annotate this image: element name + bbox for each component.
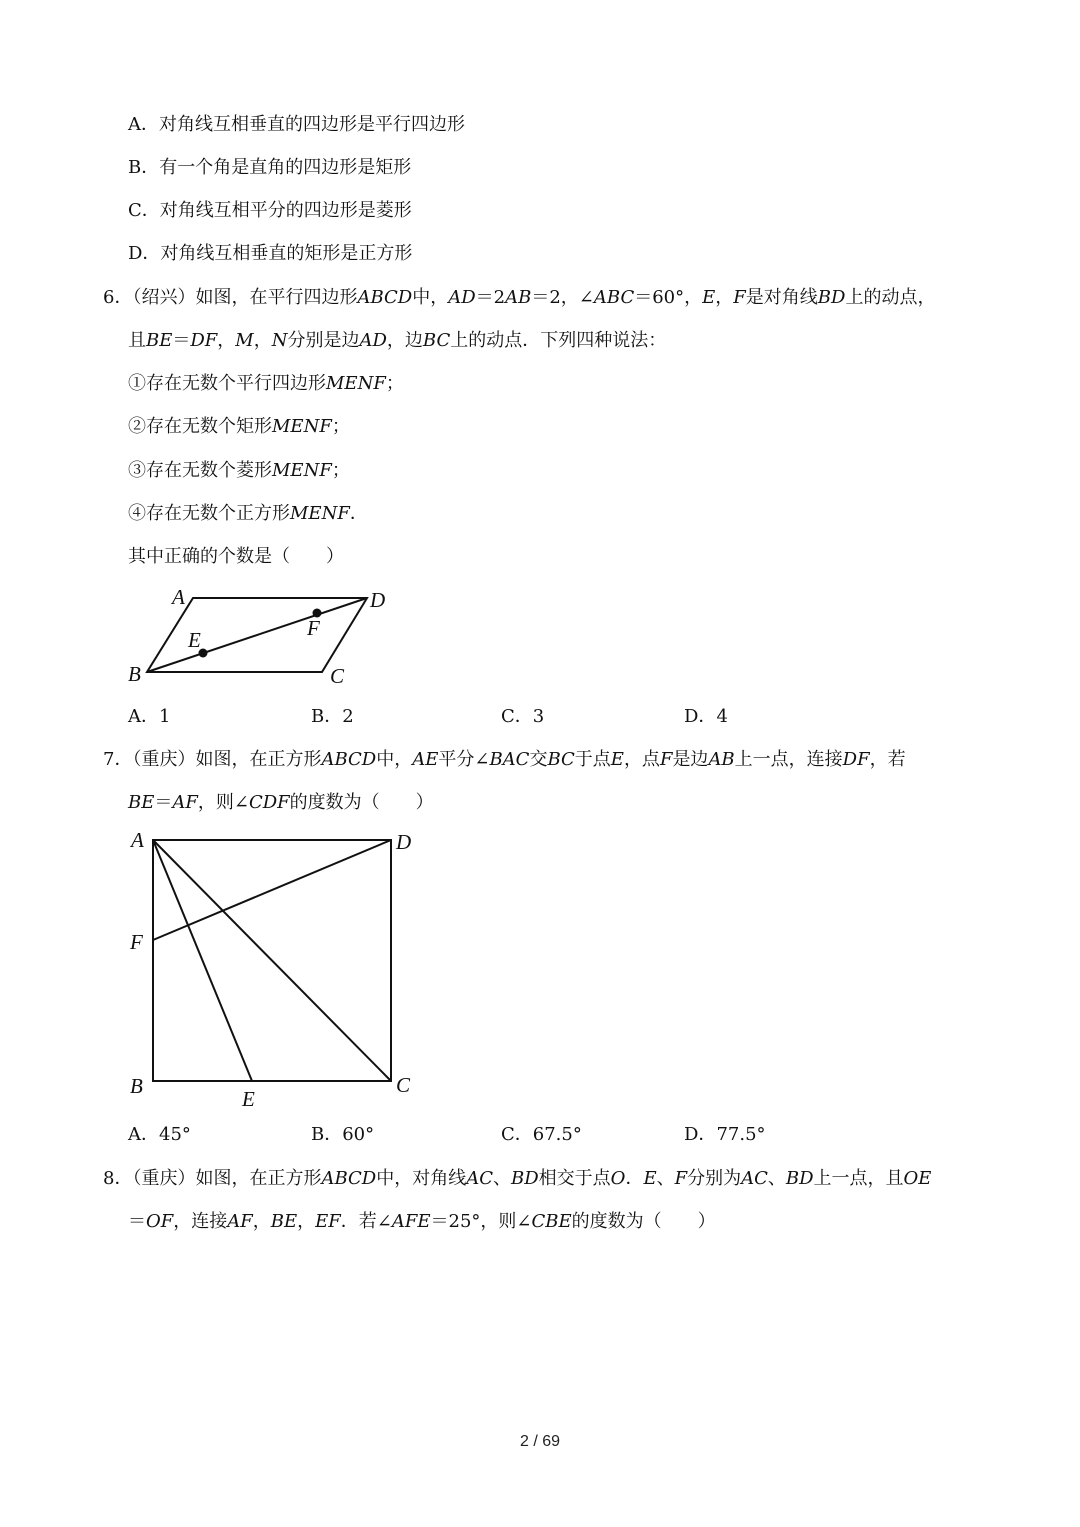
option-letter: D． [684,706,717,727]
math-var: AD [448,287,476,308]
math-var: AFE [391,1211,431,1232]
text: ②存在无数个矩形 [128,416,272,437]
text: 中， [376,749,413,770]
math-var: MENF [272,416,332,437]
text: ＝60°， [634,287,703,308]
option-letter: D． [684,1124,717,1145]
math-var: CBE [531,1211,572,1232]
text: ． [349,503,368,524]
q7-option-a [128,1123,191,1147]
math-var: F [659,749,673,770]
math-var: MENF [326,373,386,394]
label-c: C [396,1073,411,1097]
option-text: 45° [159,1124,191,1145]
option-text: 1 [159,706,171,727]
option-text: 3 [532,706,545,727]
math-var: AE [412,749,439,770]
text: ＝ [154,792,173,813]
text: 如图，在正方形 [195,749,322,770]
text: 上的动点．下列四种说法： [450,330,667,351]
q7-option-b [311,1123,374,1147]
text: 上一点，连接 [734,749,843,770]
text: 于点 [574,749,611,770]
option-letter: B． [128,157,160,178]
text: 如图，在正方形 [195,1168,322,1189]
math-var: BAC [489,749,530,770]
text: 相交于点 [538,1168,611,1189]
text: ； [331,416,350,437]
math-var: MENF [290,503,350,524]
option-text: 对角线互相平分的四边形是菱形 [159,200,412,221]
math-var: CDF [248,792,290,813]
segment-ae [153,840,252,1081]
math-var: AB [708,749,735,770]
option-text: 4 [716,706,728,727]
option-letter: B． [311,706,343,727]
math-var: AB [505,287,532,308]
label-e: E [188,628,201,652]
math-var: O [610,1168,626,1189]
text: ； [331,460,350,481]
text: 上的动点， [845,287,936,308]
math-var: BC [547,749,575,770]
option-letter: A． [128,706,159,727]
math-var: BE [128,792,155,813]
diagonal-ac [153,840,391,1081]
q8-stem-line2 [128,1210,716,1234]
text: ． [625,1168,644,1189]
option-text: 60° [342,1124,375,1145]
math-var: DF [842,749,870,770]
text: 如图，在平行四边形 [195,287,358,308]
question-source: （重庆） [132,749,196,770]
label-f: F [307,616,320,640]
text: 分别为 [687,1168,742,1189]
text: ， [715,287,734,308]
text: 是边 [672,749,709,770]
math-var: BE [270,1211,298,1232]
text: ，若 [869,749,906,770]
text: ＝25°，则∠ [430,1211,532,1232]
math-var: MENF [272,460,332,481]
math-var: F [674,1168,688,1189]
text: ．若∠ [340,1211,392,1232]
question-number: 6． [103,287,133,308]
segment-df [153,840,391,940]
math-var: AF [172,792,198,813]
option-text: 对角线互相垂直的矩形是正方形 [160,243,413,264]
math-var: AC [466,1168,493,1189]
text: 是对角线 [745,287,818,308]
text: 中，对角线 [376,1168,467,1189]
text: 交 [529,749,548,770]
text: ＝ [128,1211,146,1232]
option-letter: D． [128,243,161,264]
math-var: OE [903,1168,932,1189]
option-letter: C． [128,200,160,221]
math-var: AF [227,1211,253,1232]
math-var: BD [511,1168,539,1189]
option-letter: A． [128,114,159,135]
option-letter: A． [128,1124,159,1145]
math-var: M [235,330,254,351]
math-var: E [610,749,624,770]
option-text: 67.5° [532,1124,582,1145]
text: ④存在无数个正方形 [128,503,290,524]
text: ， [253,330,272,351]
math-var: E [643,1168,657,1189]
math-var: ABCD [321,749,377,770]
option-text: 有一个角是直角的四边形是矩形 [159,157,412,178]
text: 的度数为（ ） [571,1211,716,1232]
math-var: BD [817,287,846,308]
label-c: C [330,664,345,688]
question-source: （绍兴） [132,287,196,308]
math-var: BD [785,1168,814,1189]
text: ，点 [623,749,660,770]
label-b: B [130,1074,143,1098]
text: 中， [412,287,449,308]
label-a: A [172,585,185,609]
option-text: 77.5° [716,1124,766,1145]
option-text: 2 [342,706,354,727]
text: ＝2 [475,287,506,308]
option-letter: C． [501,1124,533,1145]
option-letter: B． [311,1124,343,1145]
math-var: OF [146,1211,174,1232]
math-var: ABCD [357,287,413,308]
q7-option-d [684,1123,766,1147]
math-var: BE [146,330,173,351]
math-var: EF [315,1211,341,1232]
text: ， [252,1211,271,1232]
math-var: ABCD [321,1168,377,1189]
option-letter: C． [501,706,533,727]
text: ，边 [386,330,423,351]
label-e: E [242,1087,255,1111]
page-number: 2 / 69 [519,1433,561,1450]
math-var: E [702,287,716,308]
q7-option-c [501,1123,582,1147]
math-var: BC [422,330,451,351]
text: 上一点，且 [813,1168,904,1189]
question-number: 8． [103,1168,133,1189]
math-var: F [733,287,746,308]
label-b: B [128,662,141,686]
question-number: 7． [103,749,133,770]
math-var: AC [741,1168,768,1189]
math-var: N [271,330,288,351]
text: 、 [767,1168,786,1189]
math-var: DF [190,330,218,351]
text: 的度数为（ ） [289,792,434,813]
text: ， [297,1211,316,1232]
text: ，则∠ [197,792,249,813]
label-d: D [370,588,386,612]
text: 且 [128,330,146,351]
math-var: AD [359,330,387,351]
question-source: （重庆） [132,1168,196,1189]
option-text: 对角线互相垂直的四边形是平行四边形 [159,114,465,135]
text: 、 [656,1168,675,1189]
text: ，连接 [173,1211,228,1232]
text: 、 [493,1168,511,1189]
text: 其中正确的个数是（ ） [128,546,344,567]
text: ①存在无数个平行四边形 [128,373,326,394]
text: ＝ [172,330,191,351]
text: ， [217,330,236,351]
text: ； [385,373,404,394]
q8-stem-line1 [103,1167,931,1191]
text: 分别是边 [287,330,360,351]
label-f: F [130,930,143,954]
label-a: A [131,828,144,852]
text: ③存在无数个菱形 [128,460,272,481]
text: 平分∠ [438,749,490,770]
text: ＝2，∠ [531,287,594,308]
label-d: D [396,830,412,854]
math-var: ABC [593,287,635,308]
